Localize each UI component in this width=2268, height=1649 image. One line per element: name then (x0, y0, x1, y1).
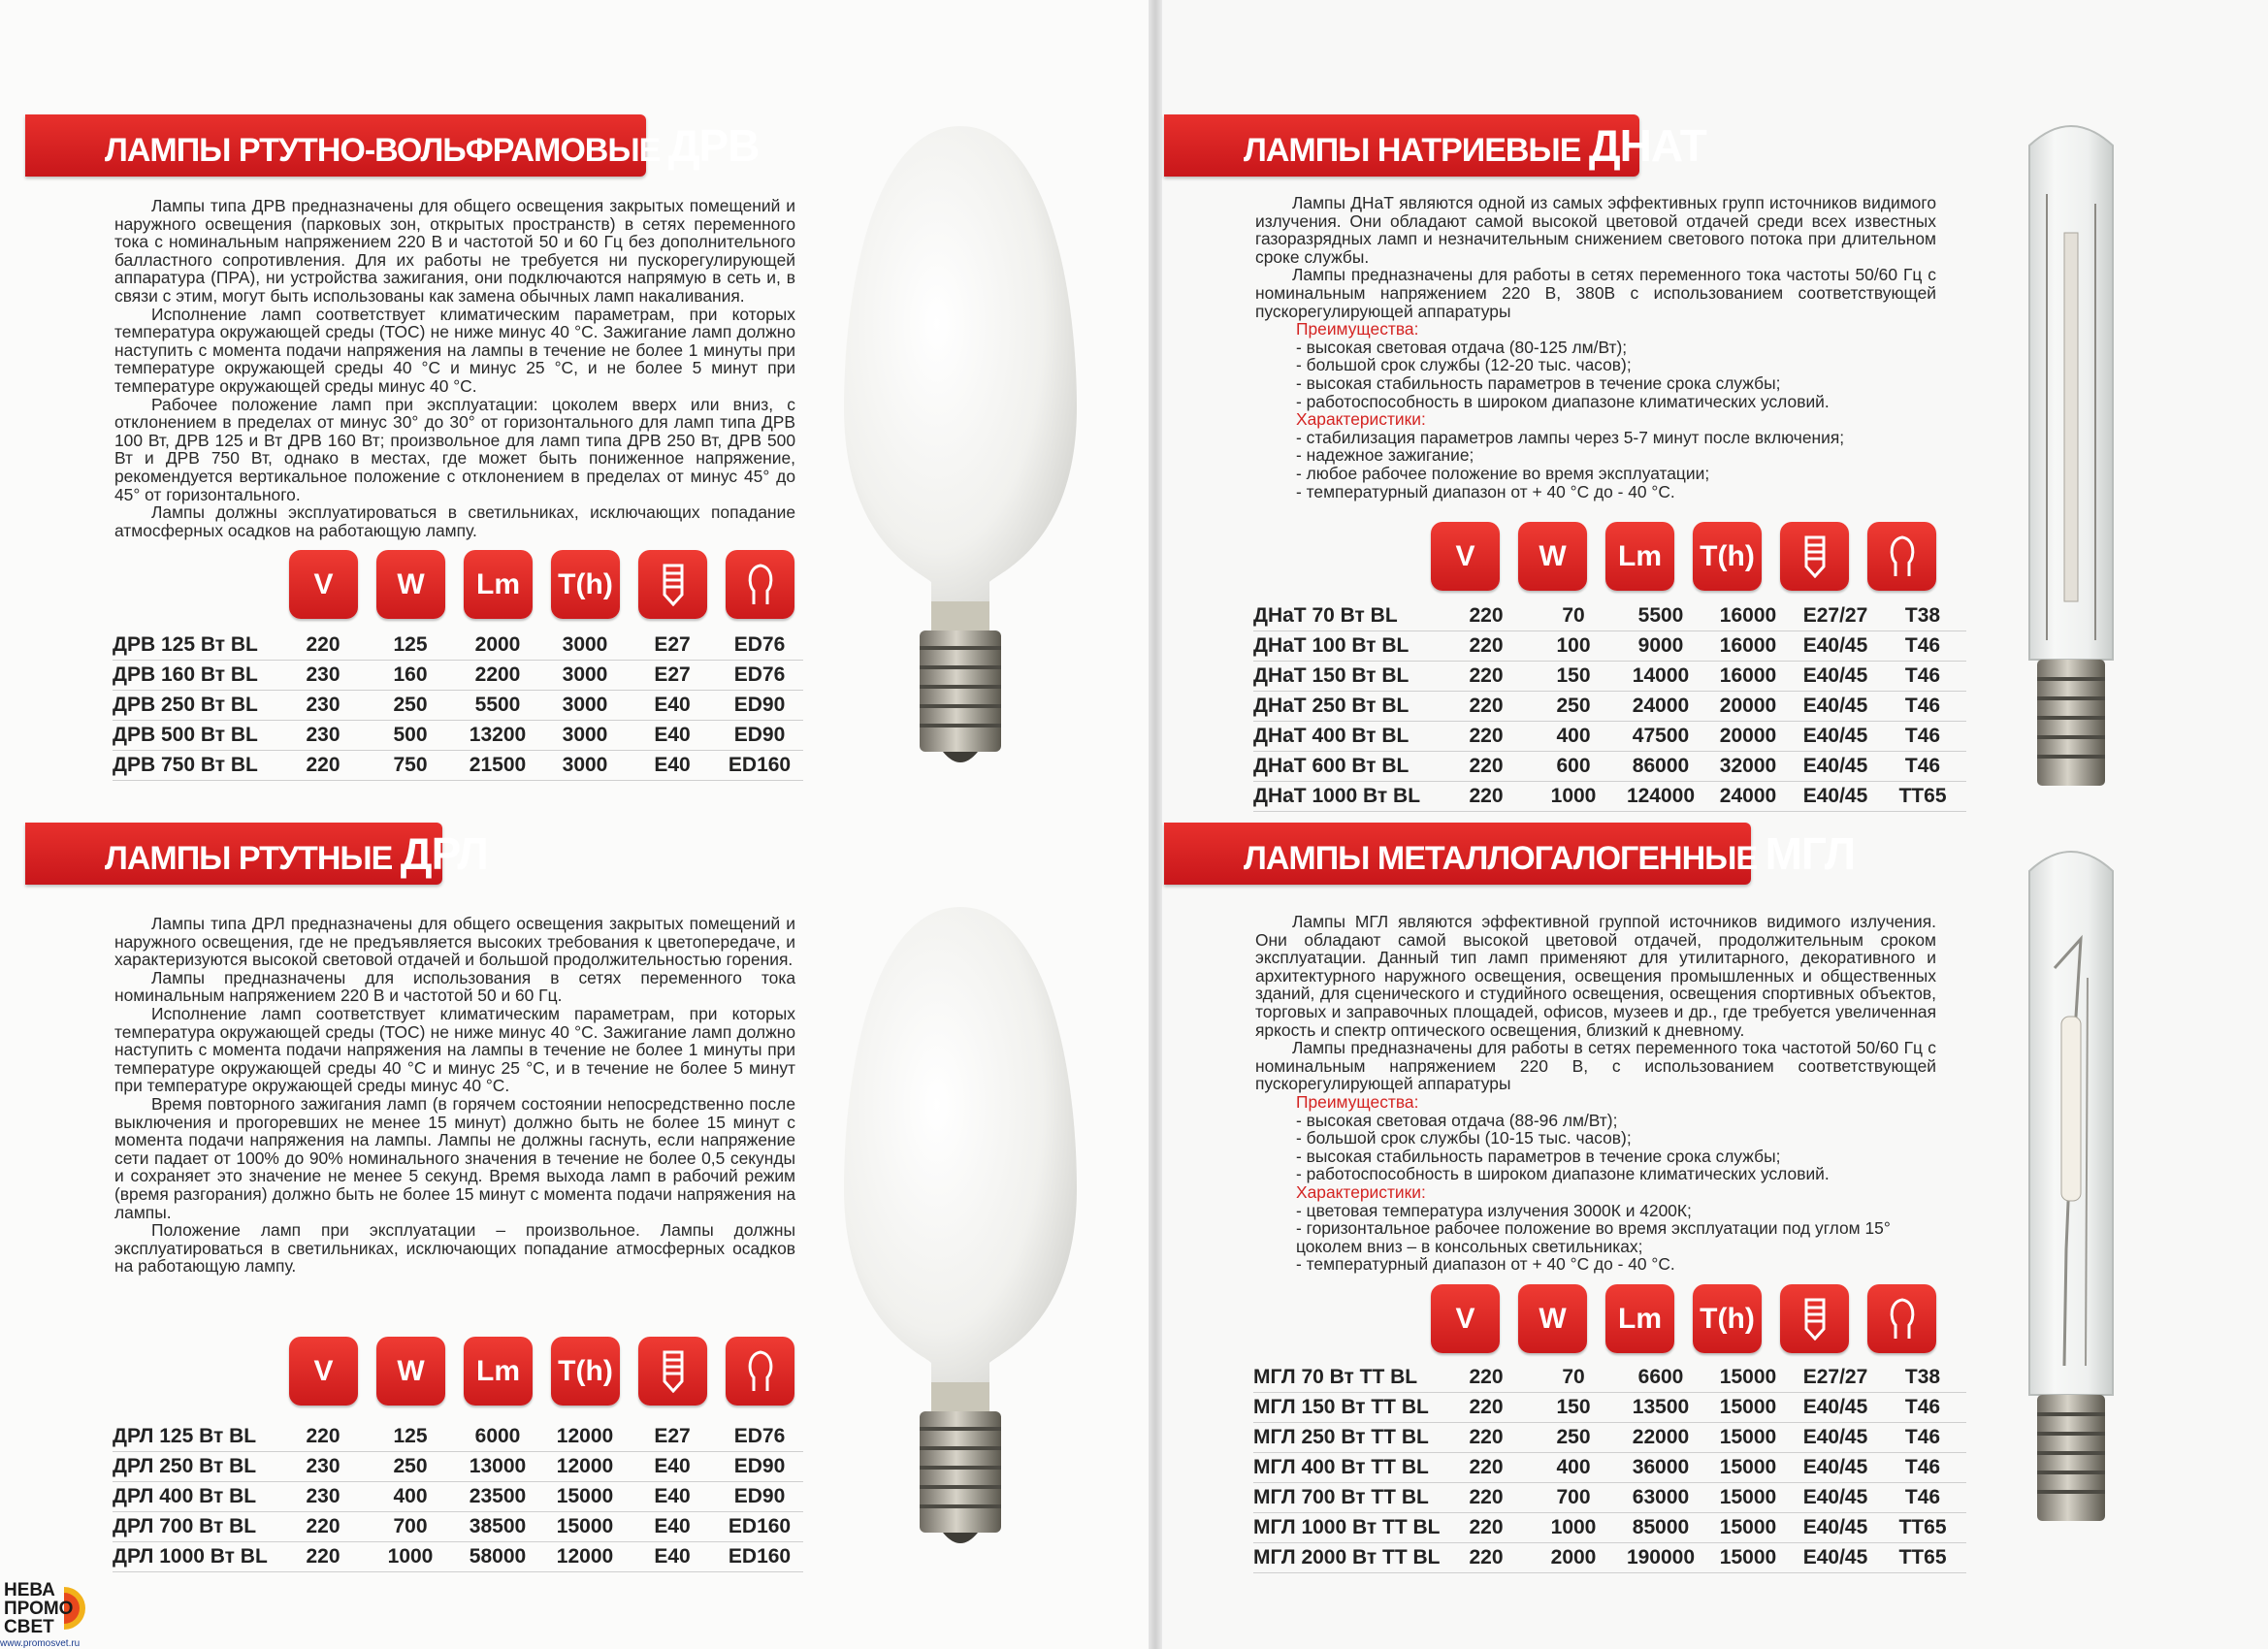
list-item: - большой срок службы (12-20 тыс. часов); (1296, 355, 1632, 375)
table-cell: ED160 (728, 754, 792, 776)
table-cell: 220 (306, 633, 340, 656)
table-cell: 12000 (556, 1455, 614, 1477)
drv-column-headers (289, 550, 813, 619)
table-cell: 36000 (1632, 1456, 1690, 1478)
dnat-description (1255, 194, 1936, 501)
dnat-characteristics-heading: Характеристики: (1296, 409, 1426, 430)
hours-header: T(h) (551, 550, 620, 619)
mgl-title-small: ЛАМПЫ МЕТАЛЛОГАЛОГЕННЫЕ (1244, 840, 1758, 877)
table-cell: 220 (306, 754, 340, 776)
table-row (1253, 692, 1966, 722)
table-cell: 15000 (556, 1515, 614, 1537)
table-cell: 125 (393, 1425, 428, 1447)
drv-bulb-image (834, 116, 1086, 795)
bulb-shape-icon (1867, 522, 1936, 591)
drv-banner (25, 114, 760, 177)
table-cell: 3000 (562, 694, 608, 716)
table-cell: 400 (393, 1485, 428, 1507)
list-item: - стабилизация параметров лампы через 5-7 минут после включения; (1296, 427, 1845, 447)
table-cell: 2000 (1550, 1546, 1597, 1568)
lamp-model-cell: ДНаТ 400 Вт BL (1253, 725, 1409, 747)
table-row (1253, 662, 1966, 692)
list-item: - высокая стабильность параметров в течение срока службы; (1296, 1146, 1781, 1166)
mgl-p2: Лампы предназначены для работы в сетях переменного тока частотой 50/60 Гц с номинальным напряжением 220 В, с использованием соответствующей пускорегулирующей аппаратуры (1255, 1038, 1936, 1094)
drl-p5: Положение ламп при эксплуатации – произвольное. Лампы должны эксплуатироваться в светильниках, исключающих попадание атмосферных осадков на работающую лампу. (114, 1220, 795, 1277)
table-row (1253, 1393, 1966, 1423)
table-cell: 21500 (469, 754, 527, 776)
table-cell: TT65 (1898, 785, 1947, 807)
table-cell: 9000 (1637, 634, 1684, 657)
table-cell: 230 (306, 1485, 340, 1507)
drl-banner (25, 823, 488, 885)
table-cell: 15000 (1719, 1426, 1777, 1448)
table-cell: 38500 (469, 1515, 527, 1537)
table-cell: 250 (1556, 695, 1591, 717)
mgl-tube-lamp-image (2008, 842, 2134, 1540)
lamp-model-cell: МГЛ 150 Вт ТТ BL (1253, 1396, 1429, 1418)
hours-header: T(h) (1693, 522, 1762, 591)
table-cell: 15000 (1719, 1546, 1777, 1568)
table-cell: 13200 (469, 724, 527, 746)
table-cell: 32000 (1719, 755, 1777, 777)
table-cell: 15000 (1719, 1486, 1777, 1508)
table-cell: E40/45 (1802, 1546, 1868, 1568)
drl-description (114, 915, 795, 1276)
table-row (1253, 601, 1966, 631)
watt-header: W (1518, 522, 1587, 591)
table-cell: 15000 (1719, 1516, 1777, 1538)
table-cell: 70 (1562, 604, 1585, 627)
table-cell: 220 (306, 1545, 340, 1568)
table-row (113, 1422, 803, 1452)
watt-header: W (376, 1337, 445, 1406)
table-cell: 23500 (469, 1485, 527, 1507)
table-cell: E40 (654, 1515, 691, 1537)
table-cell: E40 (654, 694, 691, 716)
list-item: - высокая стабильность параметров в течение срока службы; (1296, 372, 1781, 393)
hours-header: T(h) (551, 1337, 620, 1406)
table-cell: E27/27 (1802, 1366, 1868, 1388)
table-cell: 150 (1556, 664, 1591, 687)
table-row (1253, 782, 1966, 812)
table-cell: 160 (393, 663, 428, 686)
drv-title-small: ЛАМПЫ РТУТНО-ВОЛЬФРАМОВЫЕ (105, 132, 661, 169)
table-cell: 63000 (1632, 1486, 1690, 1508)
table-row (1253, 1363, 1966, 1393)
mgl-characteristics-heading: Характеристики: (1296, 1181, 1426, 1202)
table-cell: 5500 (1637, 604, 1684, 627)
table-cell: 220 (1469, 604, 1504, 627)
lamp-model-cell: ДРВ 160 Вт BL (113, 663, 258, 686)
table-cell: E40/45 (1802, 725, 1868, 747)
mgl-p1: Лампы МГЛ являются эффективной группой источников видимого излучения. Они обладают самой высокой цветовой отдачей, продолжительным сроком эксплуатации. Данный тип ламп применяют для утилитарного, декоративного и архитектурного наружного освещения, освещения промышленных и общественных зданий, для сценического и студийного освещения, освещения спортивных объектов, торговых и заправочных площадей, офисов, музеев и др., где требуется увеличенная яркость и спектр оптического освещения, близкий к дневному. (1255, 912, 1936, 1040)
table-cell: 220 (1469, 725, 1504, 747)
table-cell: 24000 (1632, 695, 1690, 717)
table-cell: T38 (1904, 604, 1941, 627)
drl-title-small: ЛАМПЫ РТУТНЫЕ (105, 840, 393, 877)
dnat-p2: Лампы предназначены для работы в сетях переменного тока частоты 50/60 Гц с номинальным напряжением 220 В, 380В с использованием соответствующей пускорегулирующей аппаратуры (1255, 265, 1936, 321)
list-item: - надежное зажигание; (1296, 445, 1474, 466)
list-item: - высокая световая отдача (88-96 лм/Вт); (1296, 1110, 1618, 1130)
lamp-model-cell: ДНаТ 150 Вт BL (1253, 664, 1409, 687)
table-cell: 600 (1556, 755, 1591, 777)
table-cell: 220 (1469, 1396, 1504, 1418)
table-cell: 15000 (1719, 1396, 1777, 1418)
lamp-model-cell: МГЛ 2000 Вт ТТ BL (1253, 1546, 1441, 1568)
neva-promo-svet-logo (0, 1581, 107, 1649)
table-cell: 3000 (562, 754, 608, 776)
list-item: - температурный диапазон от + 40 °С до - 40 °С. (1296, 1254, 1675, 1275)
table-cell: 400 (1556, 1456, 1591, 1478)
table-cell: 3000 (562, 663, 608, 686)
table-cell: 1000 (1550, 1516, 1597, 1538)
table-cell: 70 (1562, 1366, 1585, 1388)
list-item: - высокая световая отдача (80-125 лм/Вт); (1296, 337, 1628, 357)
table-cell: 150 (1556, 1396, 1591, 1418)
drv-description (114, 197, 795, 539)
table-cell: 86000 (1632, 755, 1690, 777)
drl-title-big: ДРЛ (400, 828, 488, 879)
table-cell: E40/45 (1802, 755, 1868, 777)
table-cell: E40 (654, 1455, 691, 1477)
table-cell: 3000 (562, 724, 608, 746)
table-cell: T38 (1904, 1366, 1941, 1388)
table-cell: 47500 (1632, 725, 1690, 747)
table-cell: 2200 (474, 663, 521, 686)
table-cell: 13500 (1632, 1396, 1690, 1418)
lamp-model-cell: ДРЛ 250 Вт BL (113, 1455, 257, 1477)
drl-column-headers (289, 1337, 813, 1406)
base-icon (1780, 1284, 1849, 1353)
watt-header: W (376, 550, 445, 619)
table-row (1253, 1513, 1966, 1543)
lamp-model-cell: ДРВ 750 Вт BL (113, 754, 258, 776)
list-item: - любое рабочее положение во время эксплуатации; (1296, 463, 1710, 483)
watt-header: W (1518, 1284, 1587, 1353)
table-cell: 750 (393, 754, 428, 776)
list-item: - большой срок службы (10-15 тыс. часов); (1296, 1128, 1632, 1148)
table-cell: 220 (1469, 664, 1504, 687)
table-row (1253, 752, 1966, 782)
table-cell: 22000 (1632, 1426, 1690, 1448)
table-cell: E40 (654, 1545, 691, 1568)
table-cell: 220 (1469, 1366, 1504, 1388)
table-cell: 230 (306, 663, 340, 686)
drv-table (113, 630, 803, 781)
table-cell: ED90 (733, 1485, 786, 1507)
table-cell: 85000 (1632, 1516, 1690, 1538)
table-cell: 1000 (1550, 785, 1597, 807)
voltage-header: V (1431, 522, 1500, 591)
table-cell: TT65 (1898, 1546, 1947, 1568)
table-cell: E40/45 (1802, 634, 1868, 657)
table-cell: E40 (654, 1485, 691, 1507)
table-cell: 190000 (1626, 1546, 1696, 1568)
drl-p3: Исполнение ламп соответствует климатическим параметрам, при которых температура окружающей среды (ТОС) не ниже минус 40 °С. Зажигание ламп должно наступить с момента подачи напряжения на лампы в течение не более 1 минуты при температуре окружающей среды 40 °С и минус 25 °С, и в течение не более 5 минут при температуре окружающей среды минус 40 °С. (114, 1003, 795, 1096)
drl-p1: Лампы типа ДРЛ предназначены для общего освещения закрытых помещений и наружного освещения, где не предъявляется высоких требования к цветопередаче, и характеризуются высокой световой отдачей и большой продолжительностью горения. (114, 914, 795, 970)
table-cell: T46 (1904, 695, 1941, 717)
table-cell: 220 (1469, 1486, 1504, 1508)
lamp-model-cell: ДРЛ 400 Вт BL (113, 1485, 257, 1507)
lamp-model-cell: ДРВ 125 Вт BL (113, 633, 258, 656)
table-cell: 220 (1469, 695, 1504, 717)
table-cell: 250 (1556, 1426, 1591, 1448)
logo-line-2: ПРОМО (4, 1599, 74, 1619)
lamp-model-cell: ДРЛ 125 Вт BL (113, 1425, 257, 1447)
table-cell: 12000 (556, 1545, 614, 1568)
dnat-p1: Лампы ДНаТ являются одной из самых эффективных групп источников видимого излучения. Они обладают самой высокой цветовой отдачей среди всех известных газоразрядных ламп и незначительным снижением светового потока при длительном сроке службы. (1255, 193, 1936, 267)
table-cell: T46 (1904, 1456, 1941, 1478)
lumen-header: Lm (1605, 1284, 1674, 1353)
table-cell: 15000 (556, 1485, 614, 1507)
lumen-header: Lm (464, 1337, 533, 1406)
table-cell: 6600 (1637, 1366, 1684, 1388)
table-row (113, 630, 803, 661)
dnat-banner (1164, 114, 1706, 177)
drv-p4: Лампы должны эксплуатироваться в светильниках, исключающих попадание атмосферных осадков на работающую лампу. (114, 502, 795, 540)
lamp-model-cell: ДНаТ 70 Вт BL (1253, 604, 1398, 627)
drl-p4: Время повторного зажигания ламп (в горячем состоянии непосредственно после выключения и прогоревших не менее 15 минут) должно быть не более 15 минут с момента подачи напряжения на лампы. Лампы не должны гаснуть, если напряжение сети падает от 100% до 90% номинального значения в течение не более 0,5 секунды и сохраняет это значение не менее 5 секунд. Время выхода ламп в рабочий режим (время разгорания) должно быть не более 15 минут с момента подачи напряжения на лампы. (114, 1093, 795, 1222)
table-cell: 16000 (1719, 634, 1777, 657)
mgl-banner (1164, 823, 1856, 885)
table-cell: 400 (1556, 725, 1591, 747)
table-row (113, 751, 803, 781)
mgl-advantages-heading: Преимущества: (1296, 1091, 1419, 1112)
list-item: - температурный диапазон от + 40 °С до - 40 °С. (1296, 481, 1675, 501)
logo-line-1: НЕВА (4, 1580, 55, 1600)
logo-line-3: СВЕТ (4, 1617, 54, 1637)
lumen-header: Lm (464, 550, 533, 619)
mgl-table (1253, 1363, 1966, 1573)
table-row (1253, 1423, 1966, 1453)
table-cell: 5500 (474, 694, 521, 716)
table-cell: E40 (654, 724, 691, 746)
lamp-model-cell: ДНаТ 1000 Вт BL (1253, 785, 1421, 807)
lamp-model-cell: МГЛ 250 Вт ТТ BL (1253, 1426, 1429, 1448)
table-cell: ED90 (733, 724, 786, 746)
lamp-model-cell: МГЛ 70 Вт ТТ BL (1253, 1366, 1418, 1388)
dnat-advantages-heading: Преимущества: (1296, 319, 1419, 340)
hours-header: T(h) (1693, 1284, 1762, 1353)
table-cell: 220 (306, 1515, 340, 1537)
logo-url: www.promosvet.ru (0, 1638, 81, 1649)
table-row (1253, 1453, 1966, 1483)
table-cell: 700 (393, 1515, 428, 1537)
table-cell: 220 (1469, 1546, 1504, 1568)
table-cell: 220 (1469, 1426, 1504, 1448)
lamp-model-cell: ДРЛ 1000 Вт BL (113, 1545, 268, 1568)
table-cell: E27 (654, 1425, 691, 1447)
table-cell: 500 (393, 724, 428, 746)
table-cell: 2000 (474, 633, 521, 656)
drv-p2: Исполнение ламп соответствует климатическим параметрам, при которых температура окружающей среды (ТОС) не ниже минус 40 °С. Зажигание ламп должно наступить с момента подачи напряжения на лампы в течение не более 1 минуты при температуре окружающей среды 40 °С и минус 25 °С, и не более 5 минут при температуре окружающей среды минус 40 °С. (114, 304, 795, 396)
dnat-title-small: ЛАМПЫ НАТРИЕВЫЕ (1244, 132, 1581, 169)
table-cell: 20000 (1719, 695, 1777, 717)
table-cell: 3000 (562, 633, 608, 656)
list-item: - работоспособность в широком диапазоне климатических условий. (1296, 391, 1830, 411)
lamp-model-cell: МГЛ 700 Вт ТТ BL (1253, 1486, 1429, 1508)
table-cell: 230 (306, 1455, 340, 1477)
table-cell: 16000 (1719, 664, 1777, 687)
table-cell: 230 (306, 724, 340, 746)
mgl-title-big: МГЛ (1765, 828, 1856, 879)
lamp-model-cell: МГЛ 1000 Вт ТТ BL (1253, 1516, 1441, 1538)
table-cell: ED76 (733, 633, 786, 656)
base-icon (1780, 522, 1849, 591)
table-cell: 15000 (1719, 1366, 1777, 1388)
table-cell: T46 (1904, 755, 1941, 777)
table-cell: 12000 (556, 1425, 614, 1447)
table-row (113, 1542, 803, 1572)
table-cell: 58000 (469, 1545, 527, 1568)
table-cell: 220 (1469, 755, 1504, 777)
table-cell: E40/45 (1802, 1426, 1868, 1448)
voltage-header: V (289, 550, 358, 619)
drv-p3: Рабочее положение ламп при эксплуатации: цоколем вверх или вниз, с отклонением в пределах от минус 30° до 30° от горизонтального для ламп типа ДРВ 100 Вт, ДРВ 125 и Вт ДРВ 160 Вт; произвольное для ламп типа ДРВ 250 Вт, ДРВ 500 Вт и ДРВ 750 Вт, однако в местах, где может быть пониженное напряжение, рекомендуется вертикальное положение с отклонением в пределах от минус 45° до 45° от горизонтального. (114, 394, 795, 504)
lumen-header: Lm (1605, 522, 1674, 591)
table-cell: 1000 (387, 1545, 434, 1568)
table-cell: ED90 (733, 694, 786, 716)
table-cell: TT65 (1898, 1516, 1947, 1538)
drv-p1: Лампы типа ДРВ предназначены для общего освещения закрытых помещений и наружного освещения (парковых зон, открытых пространств) в сетях переменного тока с номинальным напряжением 220 В и частотой 50 и 60 Гц без дополнительного балластного сопротивления. Для их работы не требуется ни пускорегулирующей аппаратура (ПРА), ни устройства зажигания, они подключаются напрямую в сеть и, в связи с этим, могут быть использованы как замена обычных ламп накаливания. (114, 196, 795, 306)
table-row (113, 1482, 803, 1512)
lamp-model-cell: МГЛ 400 Вт ТТ BL (1253, 1456, 1429, 1478)
table-cell: 100 (1556, 634, 1591, 657)
list-item: - работоспособность в широком диапазоне климатических условий. (1296, 1164, 1830, 1184)
mgl-column-headers (1431, 1284, 1955, 1353)
table-cell: T46 (1904, 634, 1941, 657)
table-cell: T46 (1904, 725, 1941, 747)
table-row (113, 691, 803, 721)
table-cell: 220 (1469, 634, 1504, 657)
table-cell: E40/45 (1802, 695, 1868, 717)
page-fold (1149, 0, 1162, 1649)
table-cell: E27 (654, 633, 691, 656)
table-cell: 6000 (474, 1425, 521, 1447)
table-cell: E27 (654, 663, 691, 686)
table-row (1253, 631, 1966, 662)
table-cell: ED76 (733, 663, 786, 686)
table-cell: E27/27 (1802, 604, 1868, 627)
table-cell: 220 (1469, 1456, 1504, 1478)
bulb-shape-icon (726, 1337, 794, 1406)
drl-p2: Лампы предназначены для использования в сетях переменного тока номинальным напряжением 220 В и частотой 50 и 60 Гц. (114, 967, 795, 1006)
table-cell: 125 (393, 633, 428, 656)
dnat-table (1253, 601, 1966, 812)
table-cell: E40/45 (1802, 1516, 1868, 1538)
table-cell: E40 (654, 754, 691, 776)
bulb-shape-icon (726, 550, 794, 619)
lamp-model-cell: ДРВ 250 Вт BL (113, 694, 258, 716)
table-cell: T46 (1904, 1426, 1941, 1448)
drl-table (113, 1422, 803, 1572)
table-cell: 220 (1469, 1516, 1504, 1538)
table-cell: 20000 (1719, 725, 1777, 747)
table-row (1253, 722, 1966, 752)
table-cell: 14000 (1632, 664, 1690, 687)
table-row (113, 721, 803, 751)
table-cell: ED90 (733, 1455, 786, 1477)
lamp-model-cell: ДРЛ 700 Вт BL (113, 1515, 257, 1537)
mgl-description (1255, 913, 1936, 1274)
table-cell: E40/45 (1802, 785, 1868, 807)
base-icon (638, 550, 707, 619)
table-cell: E40/45 (1802, 1456, 1868, 1478)
dnat-column-headers (1431, 522, 1955, 591)
table-cell: 250 (393, 1455, 428, 1477)
dnat-tube-lamp-image (2008, 116, 2134, 805)
table-row (113, 1452, 803, 1482)
list-item: - горизонтальное рабочее положение во время эксплуатации под углом 15° цоколем вниз – в консольных светильниках; (1296, 1218, 1891, 1256)
table-row (113, 1512, 803, 1542)
lamp-model-cell: ДРВ 500 Вт BL (113, 724, 258, 746)
table-cell: 230 (306, 694, 340, 716)
dnat-title-big: ДНАТ (1588, 120, 1706, 171)
table-cell: E40/45 (1802, 664, 1868, 687)
list-item: - цветовая температура излучения 3000К и 4200К; (1296, 1200, 1692, 1220)
table-cell: T46 (1904, 1396, 1941, 1418)
table-cell: 15000 (1719, 1456, 1777, 1478)
voltage-header: V (1431, 1284, 1500, 1353)
table-cell: 13000 (469, 1455, 527, 1477)
table-cell: 700 (1556, 1486, 1591, 1508)
table-row (1253, 1483, 1966, 1513)
table-cell: 220 (306, 1425, 340, 1447)
lamp-model-cell: ДНаТ 100 Вт BL (1253, 634, 1409, 657)
drv-title-big: ДРВ (667, 120, 760, 171)
lamp-model-cell: ДНаТ 250 Вт BL (1253, 695, 1409, 717)
table-cell: ED76 (733, 1425, 786, 1447)
table-cell: 124000 (1626, 785, 1696, 807)
table-cell: T46 (1904, 664, 1941, 687)
table-row (1253, 1543, 1966, 1573)
table-row (113, 661, 803, 691)
table-cell: ED160 (728, 1545, 792, 1568)
lamp-model-cell: ДНаТ 600 Вт BL (1253, 755, 1409, 777)
base-icon (638, 1337, 707, 1406)
table-cell: 220 (1469, 785, 1504, 807)
drl-bulb-image (834, 897, 1086, 1576)
table-cell: E40/45 (1802, 1486, 1868, 1508)
voltage-header: V (289, 1337, 358, 1406)
table-cell: 16000 (1719, 604, 1777, 627)
table-cell: 24000 (1719, 785, 1777, 807)
table-cell: E40/45 (1802, 1396, 1868, 1418)
table-cell: ED160 (728, 1515, 792, 1537)
table-cell: T46 (1904, 1486, 1941, 1508)
bulb-shape-icon (1867, 1284, 1936, 1353)
table-cell: 250 (393, 694, 428, 716)
